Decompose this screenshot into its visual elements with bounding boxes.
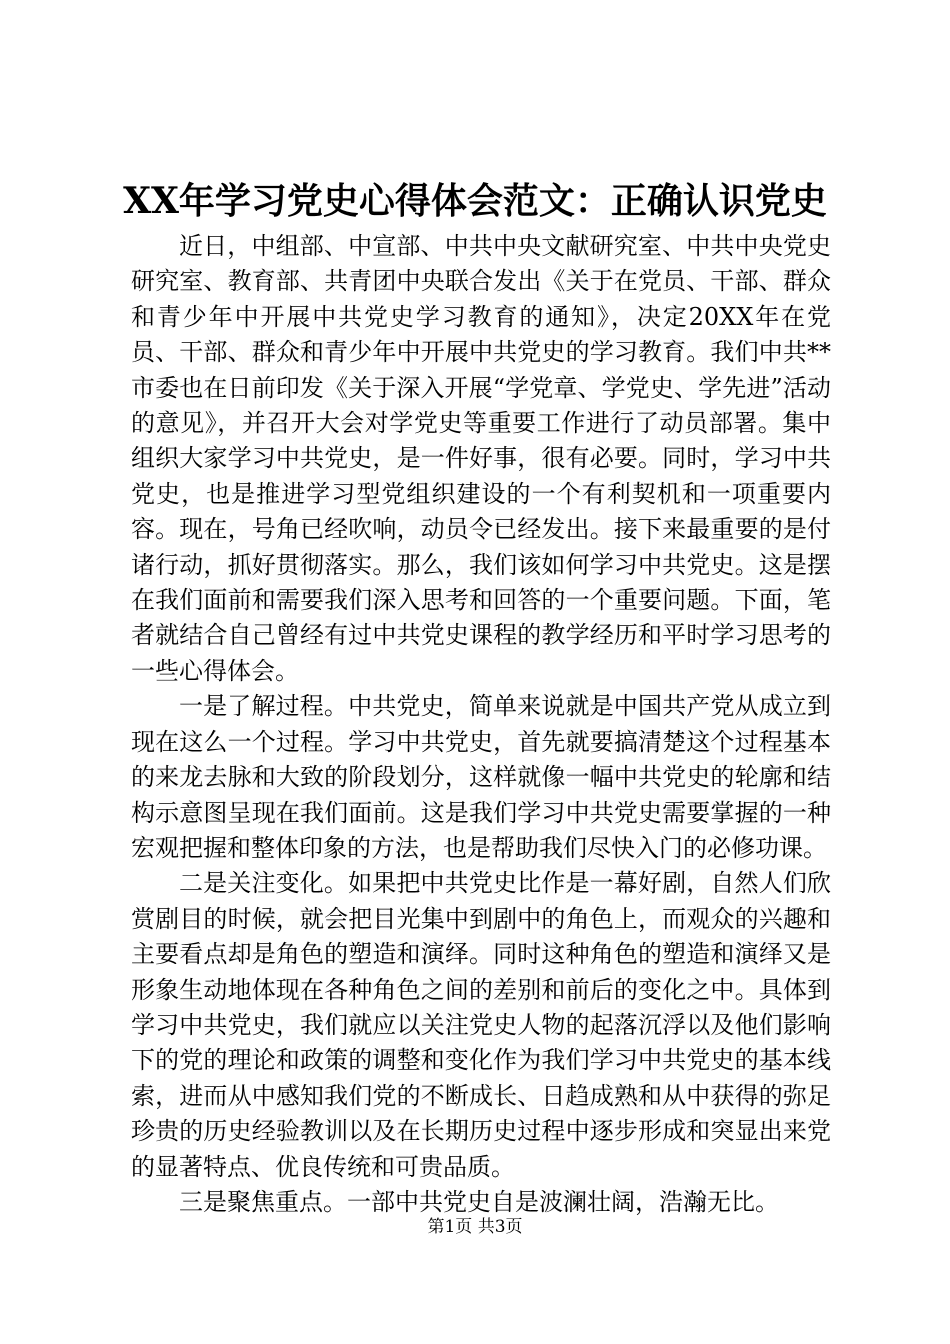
document-title: XX年学习党史心得体会范文：正确认识党史 — [123, 180, 827, 222]
paragraph-point-1: 一是了解过程。中共党史，简单来说就是中国共产党从成立到现在这么一个过程。学习中共党史，首先就要搞清楚这个过程基本的来龙去脉和大致的阶段划分，这样就像一幅中共党史的轮廓和结构示意图呈现在我们面前。这是我们学习中共党史需要掌握的一种宏观把握和整体印象的方法，也是帮助我们尽快入门的必修功课。 — [131, 692, 831, 862]
page-number-footer: 第1页 共3页 — [427, 1217, 523, 1237]
document-body — [131, 229, 831, 1220]
paragraph-intro: 近日，中组部、中宣部、中共中央文献研究室、中共中央党史研究室、教育部、共青团中央联合发出《关于在党员、干部、群众和青少年中开展中共党史学习教育的通知》，决定20XX年在党员、干部、群众和青少年中开展中共党史的学习教育。我们中共**市委也在日前印发《关于深入开展“学党章、学党史、学先进”活动的意见》，并召开大会对学党史等重要工作进行了动员部署。集中组织大家学习中共党史，是一件好事，很有必要。同时，学习中共党史，也是推进学习型党组织建设的一个有利契机和一项重要内容。现在，号角已经吹响，动员令已经发出。接下来最重要的是付诸行动，抓好贯彻落实。那么，我们该如何学习中共党史。这是摆在我们面前和需要我们深入思考和回答的一个重要问题。下面，笔者就结合自己曾经有过中共党史课程的教学经历和平时学习思考的一些心得体会。 — [131, 232, 831, 685]
paragraph-point-2: 二是关注变化。如果把中共党史比作是一幕好剧，自然人们欣赏剧目的时候，就会把目光集中到剧中的角色上，而观众的兴趣和主要看点却是角色的塑造和演绎。同时这种角色的塑造和演绎又是形象生动地体现在各种角色之间的差别和前后的变化之中。具体到学习中共党史，我们就应以关注党史人物的起落沉浮以及他们影响下的党的理论和政策的调整和变化作为我们学习中共党史的基本线索，进而从中感知我们党的不断成长、日趋成熟和从中获得的弥足珍贵的历史经验教训以及在长期历史过程中逐步形成和突显出来党的显著特点、优良传统和可贵品质。 — [131, 869, 831, 1181]
paragraph-point-3: 三是聚焦重点。一部中共党史自是波澜壮阔，浩瀚无比。 — [179, 1187, 779, 1216]
